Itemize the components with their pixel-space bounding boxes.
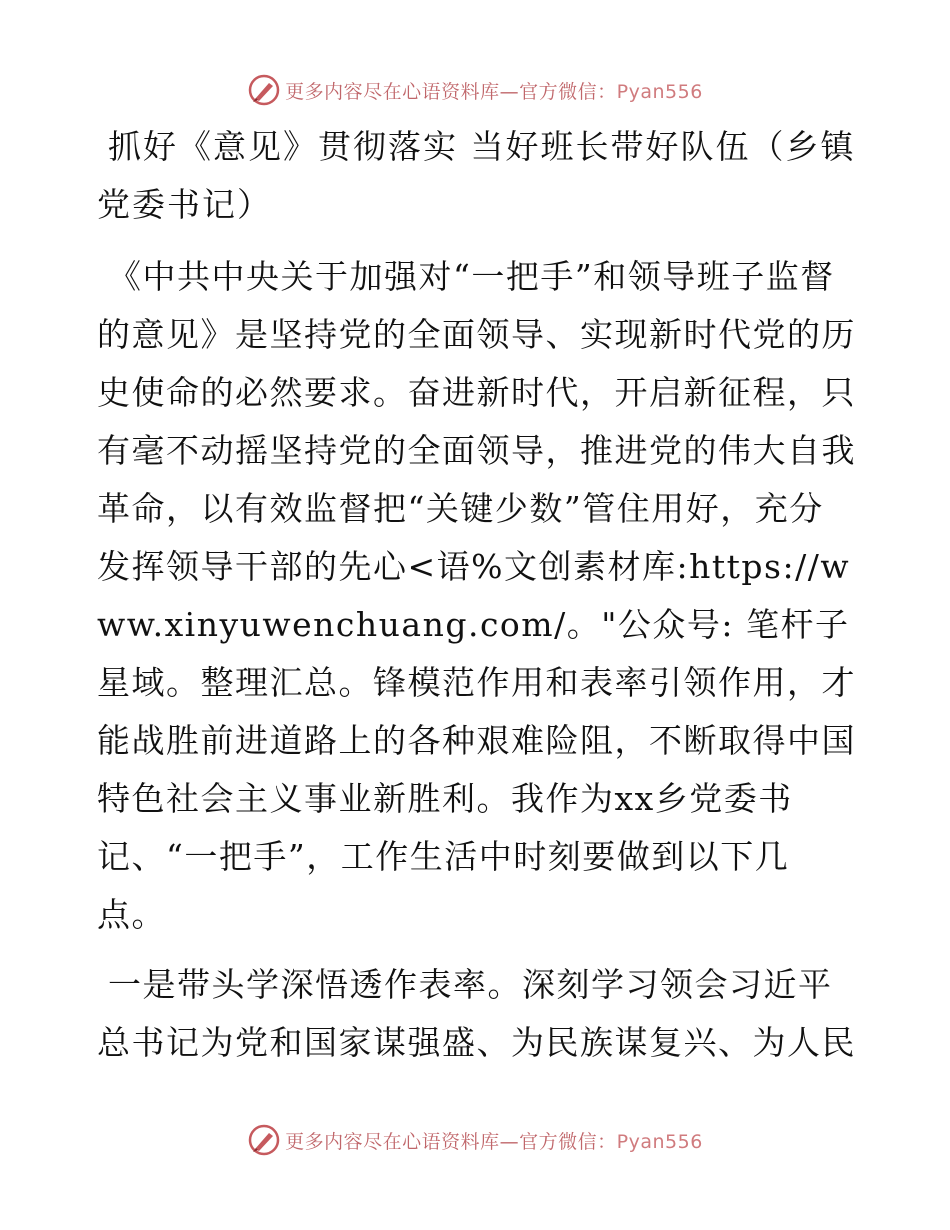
document-body [97, 118, 857, 1072]
header-banner-brand: Pyan556 [616, 80, 703, 103]
paragraph-2: 一是带头学深悟透作表率。深刻学习领会习近平总书记为党和国家谋强盛、为民族谋复兴、为人民 [97, 965, 856, 1062]
footer-banner [0, 1120, 950, 1160]
header-banner [0, 70, 950, 110]
footer-banner-text: 更多内容尽在心语资料库—官方微信：Pyan556 [285, 1130, 703, 1153]
pen-circle-logo-icon [247, 1123, 281, 1157]
footer-banner-brand: Pyan556 [616, 1130, 703, 1153]
document-title: 抓好《意见》贯彻落实 当好班长带好队伍（乡镇党委书记） [97, 127, 856, 224]
header-banner-text: 更多内容尽在心语资料库—官方微信：Pyan556 [285, 80, 703, 103]
paragraph-1: 《中共中央关于加强对“一把手”和领导班子监督的意见》是坚持党的全面领导、实现新时代党的历史使命的必然要求。奋进新时代，开启新征程，只有毫不动摇坚持党的全面领导，推进党的伟大自我革命，以有效监督把“关键少数”管住用好，充分发挥领导干部的先心<语%文创素材库:https://www.xinyuwenchuang.com/。"公众号: 笔杆子星域。整理汇总。锋模范作用和表率引领作用，才能战胜前进道路上的各种艰难险阻，不断取得中国特色社会主义事业新胜利。我作为xx乡党委书记、“一把手”，工作生活中时刻要做到以下几点。 [97, 257, 856, 934]
pen-circle-logo-icon [247, 73, 281, 107]
